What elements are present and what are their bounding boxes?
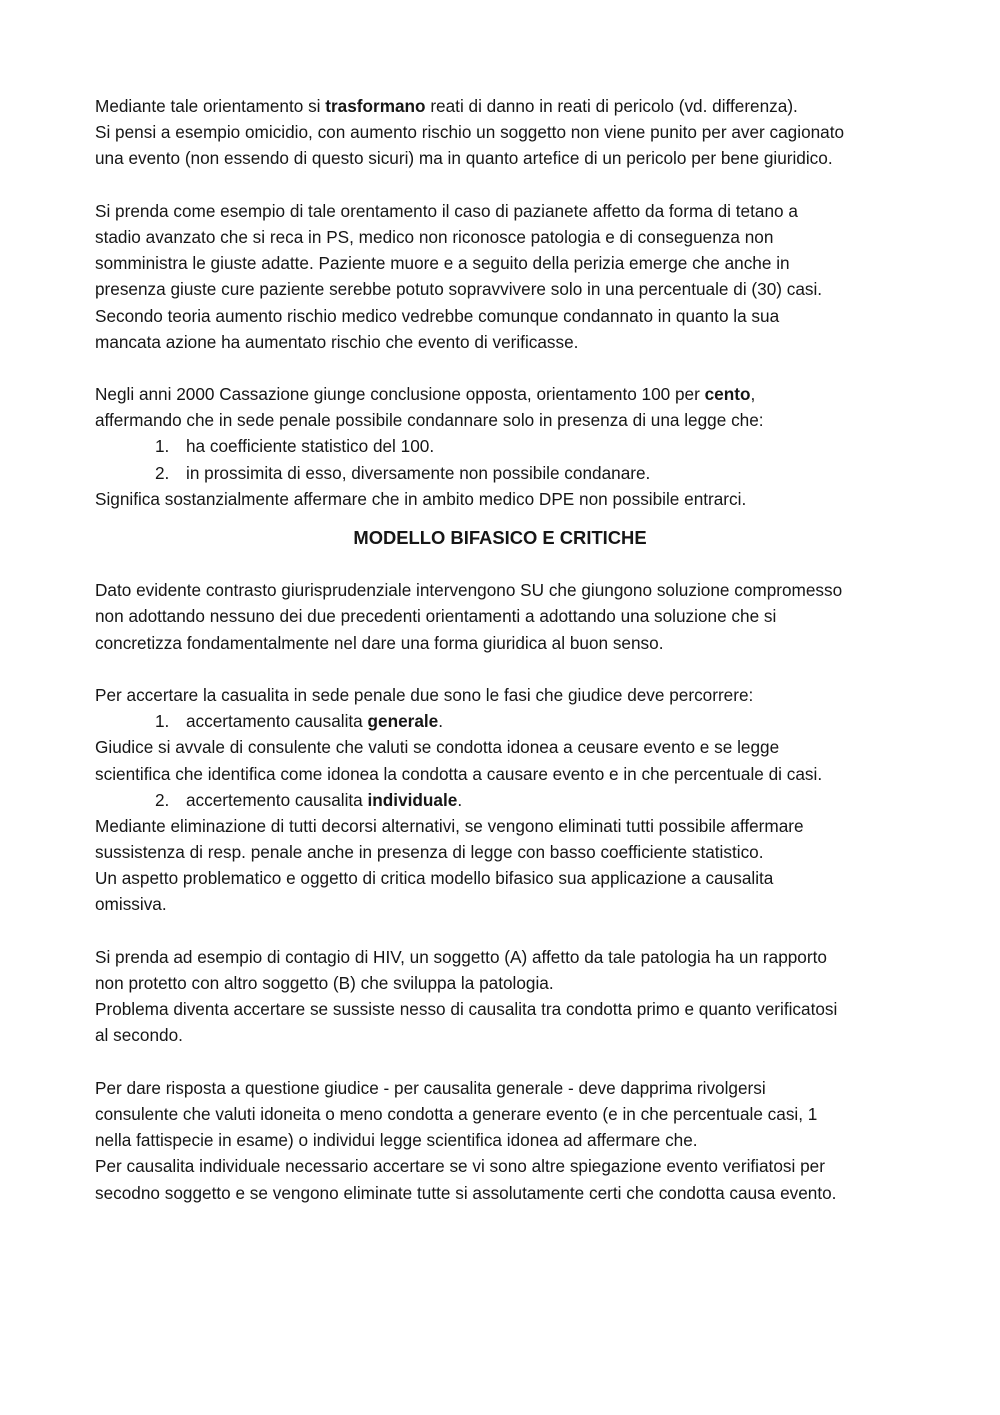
paragraph-line: una evento (non essendo di questo sicuri) ma in quanto artefice di un pericolo per bene giuridico.	[95, 148, 833, 169]
list-text: ha coefficiente statistico del 100.	[186, 436, 435, 457]
paragraph-line: Un aspetto problematico e oggetto di critica modello bifasico sua applicazione a causalita	[95, 868, 774, 889]
paragraph-line: stadio avanzato che si reca in PS, medico non riconosce patologia e di conseguenza non	[95, 226, 774, 247]
document-body	[95, 93, 915, 1206]
paragraph-line: Per accertare la casualita in sede penale due sono le fasi che giudice deve percorrere:	[95, 684, 754, 705]
paragraph-line: sussistenza di resp. penale anche in presenza di legge con basso coefficiente statistico.	[95, 842, 764, 863]
list-text: in prossimita di esso, diversamente non possibile condanare.	[186, 462, 651, 483]
list-item	[95, 787, 915, 813]
paragraph-line: non adottando nessuno dei due precedenti orientamenti a adottando una soluzione che si	[95, 606, 777, 627]
paragraph-line: somministra le giuste adatte. Paziente muore e a seguito della perizia emerge che anche in	[95, 253, 790, 274]
list-text: accertamento causalita generale.	[186, 711, 444, 732]
paragraph-line: Mediante tale orientamento si trasformano reati di danno in reati di pericolo (vd. differenza).	[95, 96, 798, 116]
list-item	[95, 433, 915, 459]
paragraph-line: omissiva.	[95, 894, 167, 915]
paragraph-line: concretizza fondamentalmente nel dare una forma giuridica al buon senso.	[95, 632, 664, 653]
paragraph-line: Per dare risposta a questione giudice - per causalita generale - deve dapprima rivolgersi	[95, 1077, 766, 1098]
list-number: 1.	[155, 436, 170, 457]
paragraph-line: Giudice si avvale di consulente che valuti se condotta idonea a ceusare evento e se legge	[95, 737, 780, 758]
paragraph-line: Significa sostanzialmente affermare che in ambito medico DPE non possibile entrarci.	[95, 488, 747, 509]
paragraph-line: consulente che valuti idoneita o meno condotta a generare evento (e in che percentuale casi, 1	[95, 1103, 818, 1124]
list-item	[95, 708, 915, 734]
paragraph-line: Mediante eliminazione di tutti decorsi alternativi, se vengono eliminati tutti possibile affermare	[95, 815, 804, 836]
paragraph-line: Si prenda ad esempio di contagio di HIV, un soggetto (A) affetto da tale patologia ha un rapporto	[95, 946, 827, 967]
paragraph-line: nella fattispecie in esame) o individui legge scientifica idonea ad affermare che.	[95, 1130, 698, 1151]
paragraph-line: al secondo.	[95, 1025, 183, 1046]
bold-term: individuale	[367, 789, 458, 810]
paragraph-line: non protetto con altro soggetto (B) che sviluppa la patologia.	[95, 973, 554, 993]
list-number: 1.	[155, 711, 170, 732]
list-number: 2.	[155, 462, 170, 483]
bold-term: cento	[704, 384, 751, 405]
bold-term: generale	[367, 711, 439, 732]
paragraph-line: Per causalita individuale necessario accertare se vi sono altre spiegazione evento verifiatosi per	[95, 1156, 825, 1177]
section-heading: MODELLO BIFASICO E CRITICHE	[353, 527, 647, 548]
paragraph-line: mancata azione ha aumentato rischio che evento di verificasse.	[95, 331, 579, 352]
paragraph-line: affermando che in sede penale possibile condannare solo in presenza di una legge che:	[95, 410, 764, 431]
paragraph-line: Negli anni 2000 Cassazione giunge conclusione opposta, orientamento 100 per cento,	[95, 384, 756, 405]
paragraph-line: Secondo teoria aumento rischio medico vedrebbe comunque condannato in quanto la sua	[95, 305, 780, 326]
paragraph-line: Dato evidente contrasto giurisprudenziale intervengono SU che giungono soluzione compromesso	[95, 580, 843, 601]
paragraph-line: Si prenda come esempio di tale orentamento il caso di pazianete affetto da forma di tetano a	[95, 200, 798, 221]
paragraph-line: Si pensi a esempio omicidio, con aumento rischio un soggetto non viene punito per aver cagionato	[95, 122, 845, 143]
list-item	[95, 460, 915, 486]
paragraph-line: presenza giuste cure paziente serebbe potuto sopravvivere solo in una percentuale di (30) casi.	[95, 279, 823, 300]
paragraph-line: scientifica che identifica come idonea la condotta a causare evento e in che percentuale di casi.	[95, 763, 823, 784]
list-number: 2.	[155, 789, 170, 810]
list-text: accertemento causalita individuale.	[186, 789, 463, 810]
paragraph-line: secodno soggetto e se vengono eliminate tutte si assolutamente certi che condotta causa evento.	[95, 1182, 837, 1203]
paragraph-line: Problema diventa accertare se sussiste nesso di causalita tra condotta primo e quanto verificatosi	[95, 999, 838, 1020]
bold-term: trasformano	[325, 96, 426, 116]
